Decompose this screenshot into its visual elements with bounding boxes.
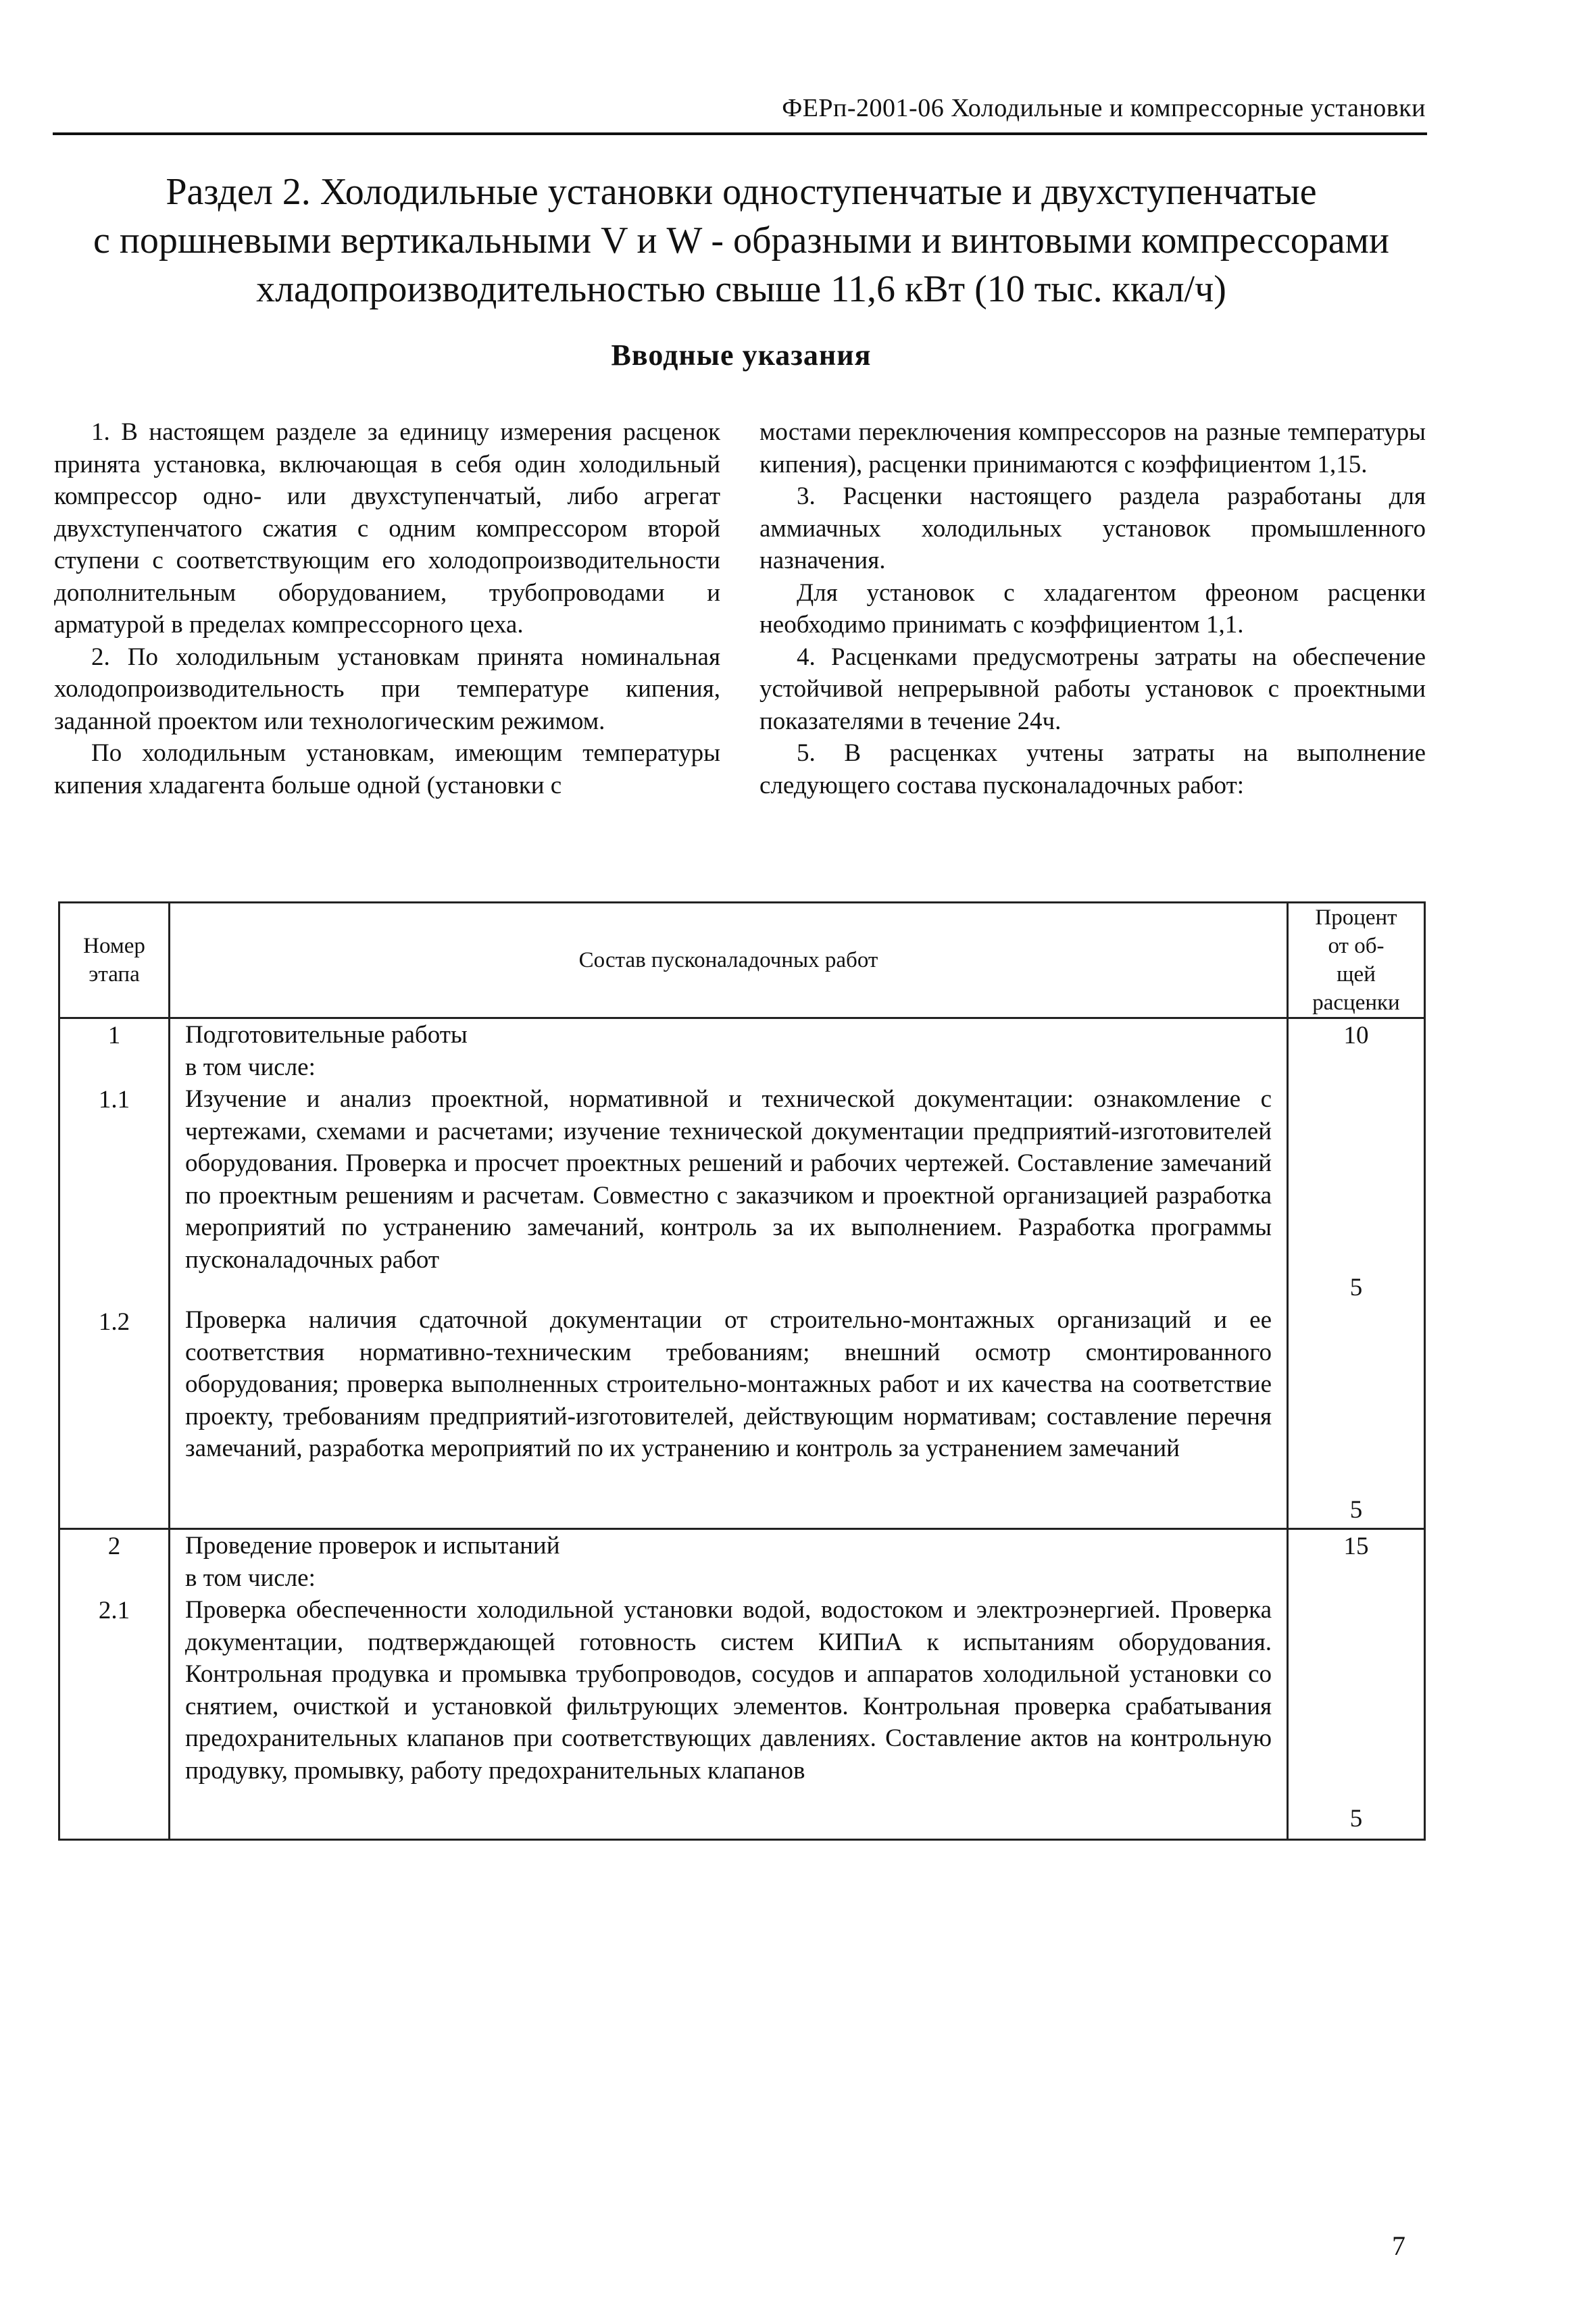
- intro-columns: [54, 416, 1426, 801]
- header-percent-line: Процент: [1315, 905, 1397, 930]
- section-title: [54, 168, 1428, 314]
- page-number: 7: [1392, 2231, 1405, 2261]
- item-percent: 5: [1349, 1496, 1363, 1524]
- works-table: [58, 901, 1426, 1841]
- table-row: [59, 1018, 1425, 1529]
- intro-paragraph: Для установок с хладагентом фреоном расценки необходимо принимать с коэффициентом 1,1.: [759, 578, 1426, 639]
- section-title-line: Раздел 2. Холодильные установки одноступенчатые и двухступенчатые: [166, 171, 1317, 213]
- header-rule: [53, 132, 1427, 135]
- group-including: в том числе:: [185, 1053, 316, 1081]
- works-description-cell: [170, 1529, 1288, 1840]
- group-including: в том числе:: [185, 1564, 316, 1592]
- work-item-text: Проверка наличия сдаточной документации от строительно-монтажных организаций и ее соответствия нормативно-техническим требованиям; внешний осмотр смонтированного оборудования; проверка выполненных строительно-монтажных работ и их качества на соответствие проекту, требованиям предприятий-изготовителей, действующим нормативам; составление перечня замечаний, разработка мероприятий по их устранению и контроль за устранением замечаний: [185, 1306, 1272, 1462]
- intro-paragraph: 2. По холодильным установкам принята номинальная холодопроизводительность при температуре кипения, заданной проектом или технологическим режимом.: [54, 643, 720, 735]
- header-percent: [1288, 903, 1425, 1018]
- header-percent-line: расценки: [1312, 991, 1400, 1015]
- group-title: Проведение проверок и испытаний: [185, 1532, 560, 1560]
- header-works: Состав пусконаладочных работ: [170, 903, 1288, 1018]
- stage-number: 1: [107, 1022, 121, 1049]
- work-item-text: Изучение и анализ проектной, нормативной и технической документации: ознакомление с чертежами, схемами и расчетами; изучение технической документации предприятий-изготовителей оборудования. Проверка и просчет проектных решений и рабочих чертежей. Составление замечаний по проектным решениям и расчетам. Совместно с заказчиком и проектной организацией разработка мероприятий по устранению замечаний, контроль за их выполнением. Разработка программы пусконаладочных работ: [185, 1085, 1272, 1274]
- intro-paragraph: мостами переключения компрессоров на разные температуры кипения), расценки принимаются с коэффициентом 1,15.: [759, 418, 1426, 478]
- stage-number: 2: [107, 1533, 121, 1560]
- group-percent: 10: [1343, 1022, 1369, 1049]
- header-stage: Номер этапа: [59, 903, 170, 1018]
- intro-right-column: [759, 416, 1426, 801]
- stage-number: 1.2: [98, 1308, 130, 1336]
- stage-number-cell: [59, 1529, 170, 1840]
- percent-cell: [1288, 1529, 1425, 1840]
- intro-paragraph: По холодильным установкам, имеющим температуры кипения хладагента больше одной (установки с: [54, 739, 720, 799]
- header-percent-line: от об-: [1328, 934, 1385, 958]
- intro-paragraph: 1. В настоящем разделе за единицу измерения расценок принята установка, включающая в себя один холодильный компрессор одно- или двухступенчатый, либо агрегат двухступенчатого сжатия с одним компрессором второй ступени с соответствующим его холодопроизводительности дополнительным оборудованием, трубопроводами и арматурой в пределах компрессорного цеха.: [54, 418, 720, 639]
- stage-number-cell: [59, 1018, 170, 1529]
- section-title-line: хладопроизводительностью свыше 11,6 кВт (10 тыс. ккал/ч): [256, 268, 1226, 310]
- item-percent: 5: [1349, 1805, 1363, 1833]
- intro-paragraph: 5. В расценках учтены затраты на выполнение следующего состава пусконаладочных работ:: [759, 739, 1426, 799]
- intro-left-column: [54, 416, 720, 801]
- work-item-text: Проверка обеспеченности холодильной установки водой, водостоком и электроэнергией. Проверка документации, подтверждающей готовность систем КИПиА к испытаниям оборудования. Контрольная продувка и промывка трубопроводов, сосудов и аппаратов холодильной установки со снятием, очисткой и установкой фильтрующих элементов. Контрольная проверка срабатывания предохранительных клапанов при соответствующих давлениях. Составление актов на контрольную продувку, промывку, работу предохранительных клапанов: [185, 1596, 1272, 1785]
- percent-cell: [1288, 1018, 1425, 1529]
- group-percent: 15: [1343, 1533, 1369, 1560]
- table-header-row: [59, 903, 1425, 1018]
- header-percent-line: щей: [1337, 962, 1376, 987]
- stage-number: 1.1: [98, 1086, 130, 1114]
- item-percent: 5: [1349, 1274, 1363, 1301]
- subtitle: Вводные указания: [611, 339, 872, 372]
- group-title: Подготовительные работы: [185, 1021, 468, 1049]
- section-title-line: с поршневыми вертикальными V и W - образными и винтовыми компрессорами: [93, 220, 1389, 262]
- stage-number: 2.1: [98, 1597, 130, 1624]
- running-header: ФЕРп-2001-06 Холодильные и компрессорные установки: [782, 94, 1426, 122]
- table-row: [59, 1529, 1425, 1840]
- intro-paragraph: 3. Расценки настоящего раздела разработаны для аммиачных холодильных установок промышленного назначения.: [759, 482, 1426, 574]
- works-description-cell: [170, 1018, 1288, 1529]
- intro-paragraph: 4. Расценками предусмотрены затраты на обеспечение устойчивой непрерывной работы установок с проектными показателями в течение 24ч.: [759, 643, 1426, 735]
